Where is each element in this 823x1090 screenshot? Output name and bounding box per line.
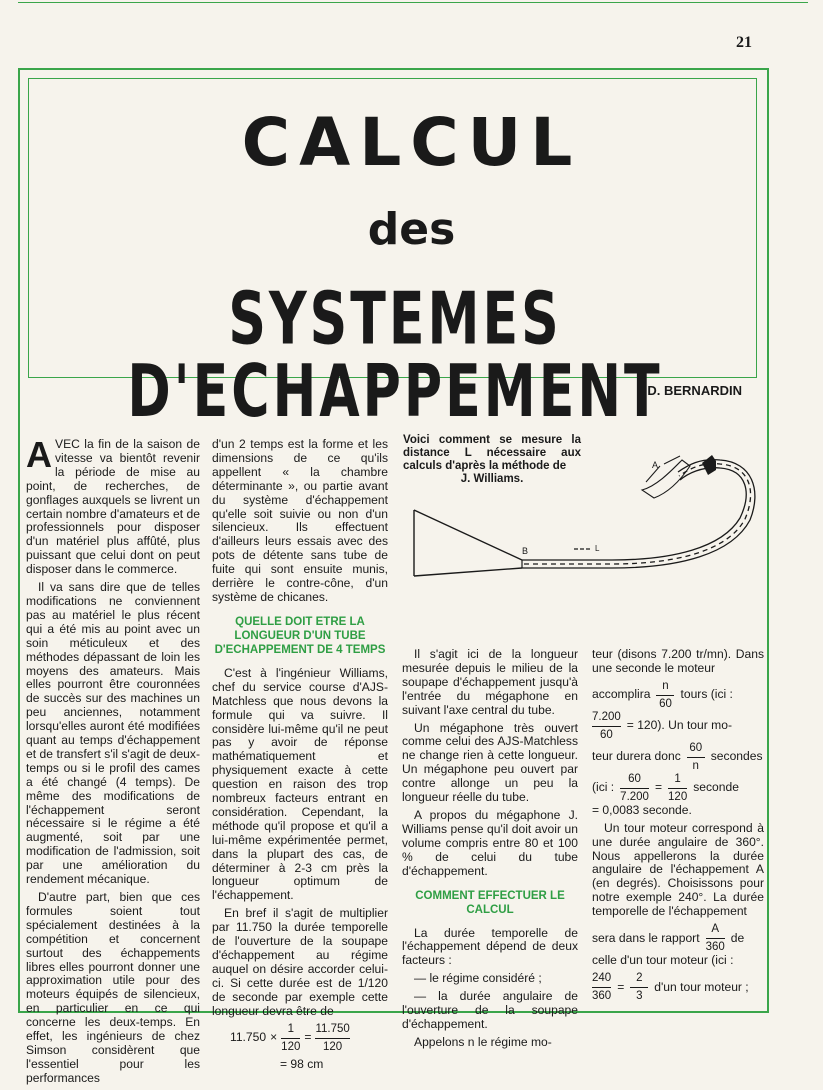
paragraph: Un tour moteur correspond à une durée angulaire de 360°. Nous appellerons la durée angulaire de l'échappement A (en degrés). Choisissons pour notre exemple 240°. La durée temporelle de l'échappement <box>592 820 764 919</box>
column-1 <box>26 434 200 1090</box>
paragraph: Il va sans dire que de telles modifications ne conviennent pas au matériel le plus récent qui a été mis au point avec un soin méticuleux et des méthodes dépassant de loin les moyens des amateurs. Mais elles pourront être couronnées de succès sur des machines un peu anciennes, notamment lorsqu'elles auront été modifiées quant au temps d'échappement et de transfert s'il s'agit de deux-temps ou si le profil des cames a été changé (4 temps). De même des modifications de l'échappement seront nécessaire si le régime a été augmenté, soit par une modification de l'admission, soit par une amélioration du rendement mécanique. <box>26 580 200 887</box>
caption-text: Voici comment se mesure la distance L nécessaire aux calculs d'après la méthode de <box>403 434 581 472</box>
page-number: 21 <box>736 34 752 51</box>
paragraph: Appelons n le régime mo- <box>414 1034 552 1049</box>
paragraph: En bref il s'agit de multiplier par 11.750 la durée temporelle de l'ouverture de la soupape d'échappement au régime auquel on désire accorder celui-ci. Si cette durée est de 1/120 de seconde par exemple cette longueur devra être de <box>212 906 388 1018</box>
formula-line: accomplira $\frac{n}{60}$ tours (ici : <box>592 679 733 710</box>
paragraph: teur (disons 7.200 tr/mn). Dans une seconde le moteur <box>592 647 764 675</box>
megaphone-top <box>414 510 522 560</box>
label-b: B <box>522 546 529 556</box>
paragraph: C'est à l'ingénieur Williams, chef du service course d'AJS-Matchless que nous devons la formule qui va suivre. Il considère lui-même qu'il ne peut pas y avoir de réponse mathématiquement et physiquement exacte à cette question en raison des trop nombreux facteurs entrant en considération. Cependant, la méthode qu'il propose et qu'il a lui-même expérimentée permet, dans la plupart des cas, de déterminer à 2-3 cm près la longueur optimum de l'échappement. <box>212 665 388 903</box>
paragraph: La durée temporelle de l'échappement dépend de deux facteurs : <box>402 925 578 968</box>
exhaust-pipe-inner <box>522 460 755 568</box>
fraction: $\frac{240}{360}$ <box>592 971 612 1002</box>
column-3 <box>402 648 578 1054</box>
fraction: $\frac{60}{n}$ <box>687 742 705 773</box>
title-line-2: des <box>367 204 456 255</box>
author: D. BERNARDIN <box>647 383 742 398</box>
formula-result: = 98 cm <box>280 1056 324 1071</box>
formula-line: $\frac{240}{360}$ = $\frac{2}{3}$ d'un tour moteur ; <box>592 971 749 1002</box>
formula-operator: = <box>304 1030 312 1045</box>
fraction: $\frac{1}{120}$ <box>668 772 688 803</box>
drop-cap: A <box>26 434 52 475</box>
megaphone-bottom <box>414 568 522 576</box>
formula-factor: 11.750 <box>230 1030 267 1045</box>
intro-text: VEC la fin de la saison de vitesse va bientôt revenir la période de mise au point, de recherches, de gonflages auxquels se livrent un certain nombre d'amateurs et de professionnels pour disposer d'un matériel plus affûté, plus puissant que celui dont on peut disposer dans le commerce. <box>26 437 200 577</box>
label-a: A <box>652 460 659 470</box>
section-heading: COMMENT EFFECTUER LE CALCUL <box>415 889 565 916</box>
valve-line <box>664 456 680 464</box>
formula-result: = 0,0083 seconde. <box>592 802 692 817</box>
paragraph: Il s'agit ici de la longueur mesurée depuis le milieu de la soupape d'échappement jusqu'à l'entrée du mégaphone en suivant l'axe central du tube. <box>402 647 578 717</box>
title-line-1: CALCUL <box>241 104 582 181</box>
fraction: $\frac{A}{360}$ <box>705 923 725 954</box>
list-item: — le régime considéré ; <box>414 971 542 986</box>
paragraph: Un mégaphone très ouvert comme celui des AJS-Matchless ne change rien à cette longueur. Un mégaphone peu ouvert par contre allonge un peu la longueur réelle du tube. <box>402 720 578 805</box>
column-2 <box>212 438 388 1071</box>
formula-line: $\frac{7.200}{60}$ = 120). Un tour mo- <box>592 710 732 741</box>
paragraph: celle d'un tour moteur (ici : <box>592 953 734 968</box>
centerline <box>524 464 751 564</box>
formula-line: (ici : $\frac{60}{7.200}$ = $\frac{1}{120}$ seconde <box>592 772 739 803</box>
fraction: $\frac{11.750}{120}$ <box>315 1022 350 1053</box>
formula-line: teur durera donc $\frac{60}{n}$ secondes <box>592 741 763 772</box>
exhaust-flange <box>702 455 716 475</box>
column-4 <box>592 648 764 1003</box>
fraction: $\frac{1}{120}$ <box>281 1022 301 1053</box>
list-item: — la durée angulaire de l'ouverture de la soupape d'échappement. <box>402 989 578 1031</box>
top-rule <box>18 2 808 3</box>
formula <box>230 1023 388 1054</box>
caption-last-line: J. Williams. <box>460 473 524 485</box>
section-heading: QUELLE DOIT ETRE LA LONGUEUR D'UN TUBE D'ECHAPPEMENT DE 4 TEMPS <box>214 615 386 656</box>
paragraph: D'autre part, bien que ces formules soient tout spécialement destinées à la compétition et concernent surtout des échappements libres elles pourront donner une approximation utile pour des moteurs équipés de silencieux, en particulier en ce qui concerne les deux-temps. En effet, les ingénieurs de chez Simson considèrent que l'essentiel pour les performances <box>26 890 200 1085</box>
fraction: $\frac{7.200}{60}$ <box>592 710 621 741</box>
paragraph: d'un 2 temps est la forme et les dimensions de ce qu'ils appellent « la chambre déterminante », ou partie avant du système d'échappement qu'elle soit suivie ou non d'un silencieux. Ils effectuent d'ailleurs leurs essais avec des pots de détente sans tube de fuite qui sont ensuite munis, derrière le contre-cône, d'un système de chicanes. <box>212 437 388 604</box>
formula-line: sera dans le rapport $\frac{A}{360}$ de <box>592 923 745 954</box>
fraction: $\frac{2}{3}$ <box>630 972 648 1003</box>
intro-paragraph <box>26 434 200 577</box>
exhaust-diagram <box>402 448 768 588</box>
fraction: $\frac{60}{7.200}$ <box>620 772 649 803</box>
paragraph: A propos du mégaphone J. Williams pense qu'il doit avoir un volume compris entre 80 et 100 % de celui du tube d'échappement. <box>402 807 578 878</box>
fraction: $\frac{n}{60}$ <box>656 680 674 711</box>
label-l: L <box>595 544 600 553</box>
title-line-3: SYSTEMES D'ECHAPPEMENT <box>127 275 663 434</box>
formula-operator: × <box>270 1030 278 1045</box>
exhaust-pipe-outer <box>522 468 746 560</box>
